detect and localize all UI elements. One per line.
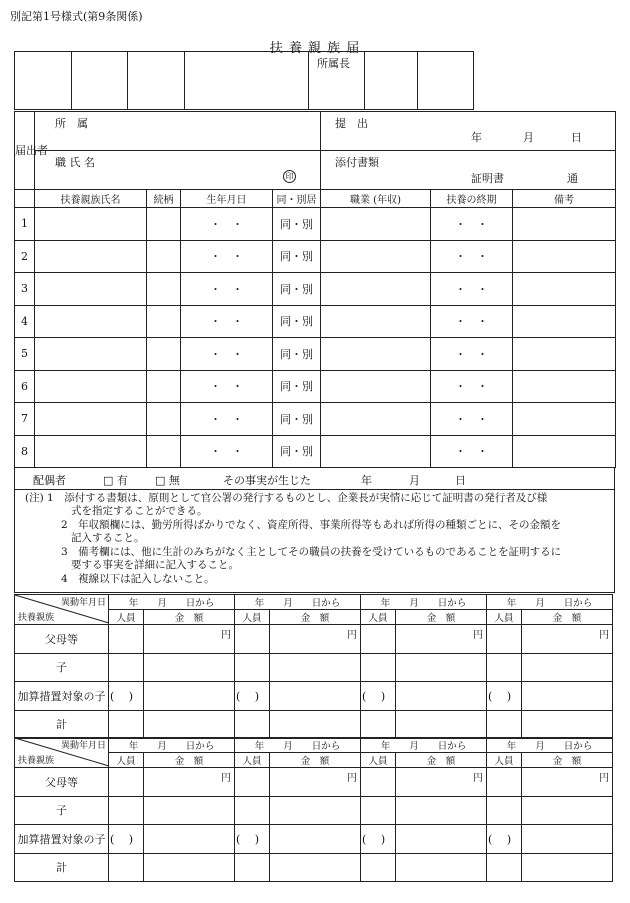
- amount-header: 金 額: [144, 753, 235, 768]
- month-unit: 月: [523, 131, 534, 144]
- count-cell[interactable]: [109, 796, 144, 825]
- amount-cell[interactable]: [396, 853, 487, 882]
- submission-date-field[interactable]: [321, 112, 616, 151]
- birthdate-cell[interactable]: ・ ・: [181, 370, 273, 403]
- amount-header: 金 額: [270, 610, 361, 625]
- allowance-row: [15, 653, 613, 682]
- occupation-cell[interactable]: [321, 305, 431, 338]
- date-from-header[interactable]: 年 月 日から: [235, 595, 361, 610]
- allowance-row-label: 父母等: [15, 768, 109, 797]
- allowance-row-label: 加算措置対象の子: [15, 682, 109, 711]
- allowance-grid: [14, 737, 613, 882]
- count-cell[interactable]: [235, 625, 270, 654]
- count-header: 人員: [235, 610, 270, 625]
- count-cell[interactable]: ( ): [361, 682, 396, 711]
- allowance-row-label: 父母等: [15, 625, 109, 654]
- support-end-cell[interactable]: ・ ・: [431, 435, 513, 468]
- count-cell[interactable]: [361, 710, 396, 739]
- table-row: [15, 435, 616, 468]
- year-unit: 年: [361, 474, 372, 487]
- count-cell[interactable]: [235, 653, 270, 682]
- count-header: 人員: [109, 753, 144, 768]
- month-unit: 月: [409, 474, 420, 487]
- row-number: 4: [15, 305, 35, 338]
- amount-header: 金 額: [522, 753, 613, 768]
- birthdate-cell[interactable]: ・ ・: [181, 435, 273, 468]
- certificate-label: 証明書: [471, 172, 504, 185]
- count-cell[interactable]: [487, 625, 522, 654]
- amount-cell[interactable]: [522, 825, 613, 854]
- relationship-cell[interactable]: [147, 338, 181, 371]
- table-row: [15, 240, 616, 273]
- remarks-cell[interactable]: [513, 403, 616, 436]
- remarks-cell[interactable]: [513, 240, 616, 273]
- allowance-row: [15, 853, 613, 882]
- amount-header: 金 額: [396, 753, 487, 768]
- amount-cell[interactable]: [270, 768, 361, 797]
- birthdate-cell[interactable]: ・ ・: [181, 338, 273, 371]
- spouse-yes-checkbox[interactable]: □ 有: [103, 474, 128, 487]
- stamp-box[interactable]: [365, 52, 418, 110]
- date-from-header[interactable]: 年 月 日から: [109, 595, 235, 610]
- name-cell[interactable]: [35, 305, 147, 338]
- amount-header: 金 額: [396, 610, 487, 625]
- yen-unit: 円: [473, 773, 484, 784]
- count-header: 人員: [487, 753, 522, 768]
- seal-icon: 印: [283, 170, 296, 183]
- count-cell[interactable]: [361, 768, 396, 797]
- amount-header: 金 額: [144, 610, 235, 625]
- day-unit: 日: [571, 131, 582, 144]
- table-row: [15, 273, 616, 306]
- note-line: 式を指定することができる。: [71, 505, 208, 517]
- submitter-side-label: 届出者: [15, 112, 35, 190]
- stamp-box[interactable]: [418, 52, 474, 110]
- occupation-cell[interactable]: [321, 273, 431, 306]
- table-row: [15, 403, 616, 436]
- amount-cell[interactable]: [522, 710, 613, 739]
- year-unit: 年: [471, 131, 482, 144]
- column-header: 扶養の終期: [431, 190, 513, 208]
- occupation-cell[interactable]: [321, 338, 431, 371]
- count-cell[interactable]: [487, 768, 522, 797]
- relationship-cell[interactable]: [147, 208, 181, 241]
- column-header: 続柄: [147, 190, 181, 208]
- table-row: [15, 208, 616, 241]
- occupation-cell[interactable]: [321, 370, 431, 403]
- fact-occurred-label: その事実が生じた: [223, 474, 311, 487]
- dependents-label: 扶養親族: [18, 756, 55, 766]
- yen-unit: 円: [347, 630, 358, 641]
- notes-section: [14, 489, 615, 593]
- birthdate-cell[interactable]: ・ ・: [181, 305, 273, 338]
- count-cell[interactable]: [109, 853, 144, 882]
- count-cell[interactable]: [487, 653, 522, 682]
- remarks-cell[interactable]: [513, 273, 616, 306]
- count-cell[interactable]: [487, 710, 522, 739]
- amount-cell[interactable]: [396, 710, 487, 739]
- relationship-cell[interactable]: [147, 370, 181, 403]
- occupation-cell[interactable]: [321, 240, 431, 273]
- date-from-header[interactable]: 年 月 日から: [109, 738, 235, 753]
- allowance-row-label: 計: [15, 710, 109, 739]
- name-cell[interactable]: [35, 403, 147, 436]
- amount-cell[interactable]: [396, 625, 487, 654]
- day-unit: 日: [455, 474, 466, 487]
- allowance-row: [15, 710, 613, 739]
- note-line: 要する事実を詳細に記入すること。: [71, 559, 239, 571]
- date-from-header[interactable]: 年 月 日から: [235, 738, 361, 753]
- count-cell[interactable]: [109, 768, 144, 797]
- allowance-row-label: 子: [15, 653, 109, 682]
- stamp-box[interactable]: [72, 52, 128, 110]
- amount-cell[interactable]: [270, 796, 361, 825]
- allowance-corner-header: [15, 738, 109, 768]
- row-number: 1: [15, 208, 35, 241]
- count-cell[interactable]: [235, 710, 270, 739]
- table-row: [15, 370, 616, 403]
- amount-cell[interactable]: [522, 853, 613, 882]
- spouse-label: 配偶者: [33, 474, 66, 487]
- living-status-cell[interactable]: 同・別: [273, 338, 321, 371]
- birthdate-cell[interactable]: ・ ・: [181, 273, 273, 306]
- birthdate-cell[interactable]: ・ ・: [181, 240, 273, 273]
- amount-cell[interactable]: [396, 682, 487, 711]
- attachment-label: 添付書類: [335, 156, 379, 169]
- support-end-cell[interactable]: ・ ・: [431, 305, 513, 338]
- count-header: 人員: [109, 610, 144, 625]
- living-status-cell[interactable]: 同・別: [273, 240, 321, 273]
- count-cell[interactable]: [235, 796, 270, 825]
- count-cell[interactable]: [487, 796, 522, 825]
- support-end-cell[interactable]: ・ ・: [431, 208, 513, 241]
- amount-cell[interactable]: [396, 825, 487, 854]
- column-header: 生年月日: [181, 190, 273, 208]
- yen-unit: 円: [599, 630, 610, 641]
- support-end-cell[interactable]: ・ ・: [431, 240, 513, 273]
- amount-cell[interactable]: [270, 825, 361, 854]
- amount-cell[interactable]: [396, 653, 487, 682]
- column-header: 同・別居: [273, 190, 321, 208]
- count-cell[interactable]: ( ): [235, 825, 270, 854]
- amount-cell[interactable]: [270, 625, 361, 654]
- dependents-label: 扶養親族: [18, 613, 55, 623]
- chief-label: 所属長: [317, 57, 350, 70]
- count-cell[interactable]: ( ): [109, 682, 144, 711]
- affiliation-field[interactable]: [35, 112, 321, 151]
- count-cell[interactable]: [109, 653, 144, 682]
- count-cell[interactable]: [487, 853, 522, 882]
- relationship-cell[interactable]: [147, 305, 181, 338]
- count-header: 人員: [487, 610, 522, 625]
- allowance-row: [15, 682, 613, 711]
- yen-unit: 円: [599, 773, 610, 784]
- amount-cell[interactable]: [270, 853, 361, 882]
- column-header: 扶養親族氏名: [35, 190, 147, 208]
- count-cell[interactable]: ( ): [487, 825, 522, 854]
- name-cell[interactable]: [35, 273, 147, 306]
- date-from-header[interactable]: 年 月 日から: [361, 738, 487, 753]
- living-status-cell[interactable]: 同・別: [273, 435, 321, 468]
- count-cell[interactable]: [109, 710, 144, 739]
- allowance-row: [15, 796, 613, 825]
- amount-cell[interactable]: [144, 710, 235, 739]
- stamp-box[interactable]: [15, 52, 72, 110]
- count-header: 人員: [361, 753, 396, 768]
- allowance-row: [15, 768, 613, 797]
- amount-cell[interactable]: [270, 682, 361, 711]
- row-number: 3: [15, 273, 35, 306]
- count-cell[interactable]: [361, 796, 396, 825]
- row-number: 7: [15, 403, 35, 436]
- allowance-table: [14, 594, 613, 739]
- amount-cell[interactable]: [270, 653, 361, 682]
- submission-label: 提 出: [335, 117, 368, 130]
- amount-cell[interactable]: [522, 768, 613, 797]
- stamp-box[interactable]: [185, 52, 309, 110]
- amount-cell[interactable]: [144, 853, 235, 882]
- amount-cell[interactable]: [144, 682, 235, 711]
- row-number: 5: [15, 338, 35, 371]
- count-cell[interactable]: ( ): [361, 825, 396, 854]
- yen-unit: 円: [347, 773, 358, 784]
- remarks-cell[interactable]: [513, 305, 616, 338]
- spouse-no-checkbox[interactable]: □ 無: [155, 474, 180, 487]
- yen-unit: 円: [221, 773, 232, 784]
- allowance-row: [15, 625, 613, 654]
- position-name-field[interactable]: [35, 151, 321, 190]
- dependents-table: [14, 111, 616, 468]
- note-line: 3 備考欄には、他に生計のみちがなく主としてその職員の扶養を受けているものであることを証明するに: [61, 546, 562, 558]
- number-header: [15, 190, 35, 208]
- living-status-cell[interactable]: 同・別: [273, 305, 321, 338]
- count-cell[interactable]: [361, 853, 396, 882]
- amount-header: 金 額: [522, 610, 613, 625]
- position-name-label: 職 氏 名: [55, 156, 95, 169]
- remarks-cell[interactable]: [513, 435, 616, 468]
- relationship-cell[interactable]: [147, 435, 181, 468]
- date-from-header[interactable]: 年 月 日から: [361, 595, 487, 610]
- count-cell[interactable]: [361, 625, 396, 654]
- transfer-date-label: 異動年月日: [60, 741, 106, 751]
- amount-cell[interactable]: [144, 796, 235, 825]
- count-header: 人員: [235, 753, 270, 768]
- name-cell[interactable]: [35, 208, 147, 241]
- allowance-row: [15, 825, 613, 854]
- form-reference: 別記第1号様式(第9条関係): [10, 10, 143, 23]
- column-header: 職業 (年収): [321, 190, 431, 208]
- note-line: (注) 1 添付する書類は、原則として官公署の発行するものとし、企業長が実情に応じて証明書の発行者及び様: [25, 492, 548, 504]
- column-header-row: [15, 190, 616, 208]
- count-cell[interactable]: [361, 653, 396, 682]
- column-header: 備考: [513, 190, 616, 208]
- amount-cell[interactable]: [522, 682, 613, 711]
- spouse-line: [14, 467, 615, 489]
- amount-cell[interactable]: [522, 653, 613, 682]
- allowance-corner-header: [15, 595, 109, 625]
- allowance-table: [14, 737, 613, 882]
- amount-cell[interactable]: [522, 625, 613, 654]
- name-cell[interactable]: [35, 338, 147, 371]
- birthdate-cell[interactable]: ・ ・: [181, 208, 273, 241]
- yen-unit: 円: [221, 630, 232, 641]
- count-header: 人員: [361, 610, 396, 625]
- note-line: 記入すること。: [71, 532, 145, 544]
- yen-unit: 円: [473, 630, 484, 641]
- copies-unit: 通: [567, 172, 578, 185]
- count-cell[interactable]: [235, 853, 270, 882]
- occupation-cell[interactable]: [321, 435, 431, 468]
- birthdate-cell[interactable]: ・ ・: [181, 403, 273, 436]
- count-cell[interactable]: ( ): [487, 682, 522, 711]
- amount-cell[interactable]: [144, 653, 235, 682]
- name-cell[interactable]: [35, 370, 147, 403]
- living-status-cell[interactable]: 同・別: [273, 273, 321, 306]
- living-status-cell[interactable]: 同・別: [273, 403, 321, 436]
- amount-cell[interactable]: [396, 796, 487, 825]
- count-cell[interactable]: ( ): [109, 825, 144, 854]
- count-cell[interactable]: [235, 768, 270, 797]
- count-cell[interactable]: ( ): [235, 682, 270, 711]
- living-status-cell[interactable]: 同・別: [273, 208, 321, 241]
- chief-stamp-box[interactable]: [309, 52, 365, 110]
- allowance-row-label: 子: [15, 796, 109, 825]
- amount-cell[interactable]: [144, 625, 235, 654]
- remarks-cell[interactable]: [513, 208, 616, 241]
- support-end-cell[interactable]: ・ ・: [431, 338, 513, 371]
- attachment-field[interactable]: [321, 151, 616, 190]
- allowance-row-label: 計: [15, 853, 109, 882]
- amount-cell[interactable]: [270, 710, 361, 739]
- relationship-cell[interactable]: [147, 240, 181, 273]
- transfer-date-label: 異動年月日: [60, 598, 106, 608]
- support-end-cell[interactable]: ・ ・: [431, 370, 513, 403]
- remarks-cell[interactable]: [513, 338, 616, 371]
- support-end-cell[interactable]: ・ ・: [431, 403, 513, 436]
- approval-stamp-boxes: [14, 51, 474, 110]
- amount-cell[interactable]: [396, 768, 487, 797]
- support-end-cell[interactable]: ・ ・: [431, 273, 513, 306]
- date-from-header[interactable]: 年 月 日から: [487, 595, 613, 610]
- amount-cell[interactable]: [144, 768, 235, 797]
- relationship-cell[interactable]: [147, 403, 181, 436]
- row-number: 8: [15, 435, 35, 468]
- living-status-cell[interactable]: 同・別: [273, 370, 321, 403]
- remarks-cell[interactable]: [513, 370, 616, 403]
- note-line: 2 年収額欄には、勤労所得ばかりでなく、資産所得、事業所得等もあれば所得の種類ごとに、その金額を: [61, 519, 561, 531]
- relationship-cell[interactable]: [147, 273, 181, 306]
- occupation-cell[interactable]: [321, 208, 431, 241]
- amount-header: 金 額: [270, 753, 361, 768]
- name-cell[interactable]: [35, 240, 147, 273]
- stamp-box[interactable]: [128, 52, 185, 110]
- amount-cell[interactable]: [144, 825, 235, 854]
- occupation-cell[interactable]: [321, 403, 431, 436]
- allowance-grid: [14, 594, 613, 739]
- table-row: [15, 305, 616, 338]
- name-cell[interactable]: [35, 435, 147, 468]
- row-number: 6: [15, 370, 35, 403]
- count-cell[interactable]: [109, 625, 144, 654]
- date-from-header[interactable]: 年 月 日から: [487, 738, 613, 753]
- table-row: [15, 338, 616, 371]
- page-title: 扶 養 親 族 届: [269, 41, 361, 56]
- row-number: 2: [15, 240, 35, 273]
- allowance-row-label: 加算措置対象の子: [15, 825, 109, 854]
- affiliation-label: 所 属: [55, 117, 88, 130]
- amount-cell[interactable]: [522, 796, 613, 825]
- note-line: 4 複線以下は記入しないこと。: [61, 573, 215, 585]
